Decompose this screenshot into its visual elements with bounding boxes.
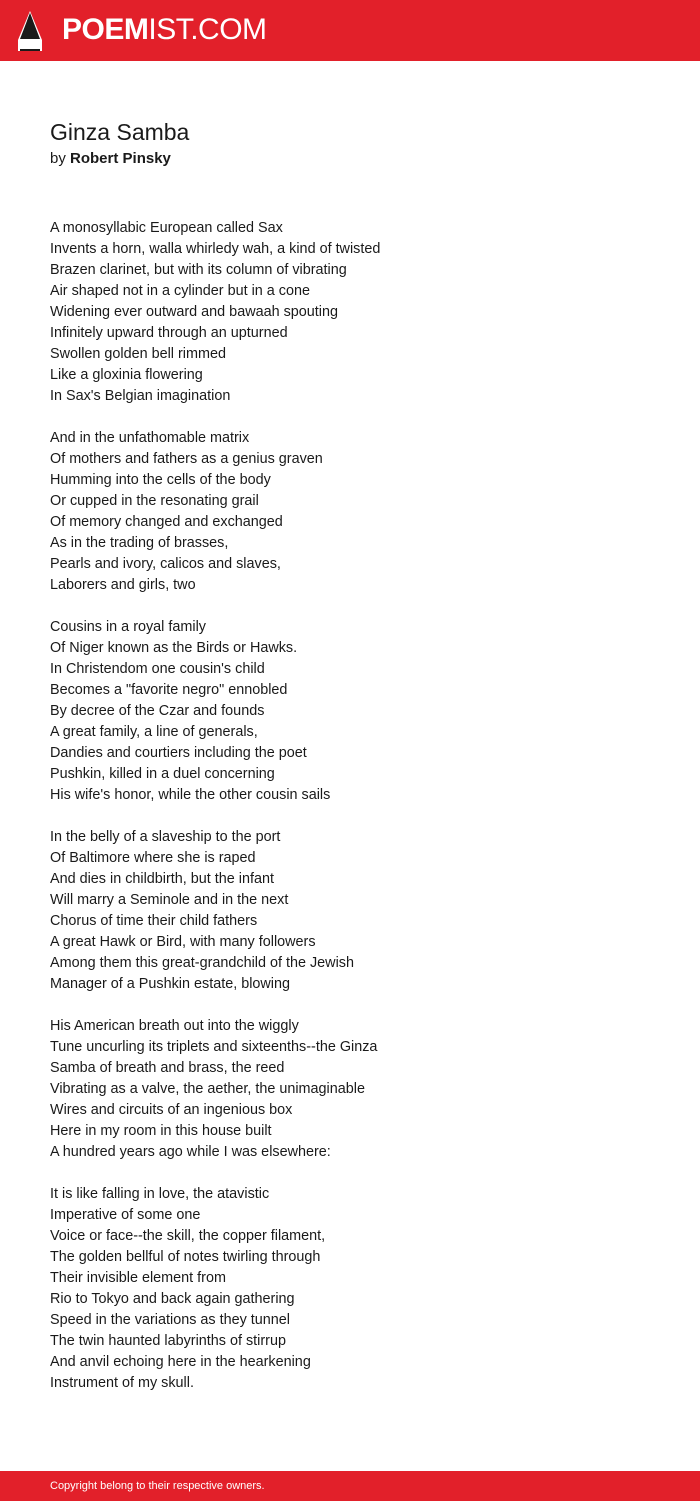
poem-byline [50,148,171,170]
poem-line: Will marry a Seminole and in the next [50,892,289,908]
poem-line: Rio to Tokyo and back again gathering [50,1291,295,1307]
stanza [50,428,650,596]
poem-line: Of mothers and fathers as a genius graven [50,451,323,467]
poem-line: And dies in childbirth, but the infant [50,871,274,887]
poem-line: In Christendom one cousin's child [50,661,265,677]
poem-line: Laborers and girls, two [50,577,196,593]
poem-line: Of memory changed and exchanged [50,514,283,530]
poem-line: Among them this great-grandchild of the Jewish [50,955,354,971]
poem-line: Like a gloxinia flowering [50,367,203,383]
stanza [50,1184,650,1394]
poem-line: As in the trading of brasses, [50,535,229,551]
poem-line: Dandies and courtiers including the poet [50,745,307,761]
poem-line: By decree of the Czar and founds [50,703,265,719]
stanza [50,1016,650,1163]
stanza [50,218,650,407]
poem-line: Imperative of some one [50,1207,201,1223]
poem-body [50,218,650,1415]
poem-line: The golden bellful of notes twirling through [50,1249,321,1265]
poem-line: Manager of a Pushkin estate, blowing [50,976,290,992]
poem-line: His wife's honor, while the other cousin sails [50,787,331,803]
poem-line: Chorus of time their child fathers [50,913,258,929]
poem-author: Robert Pinsky [70,150,171,167]
poem-line: Samba of breath and brass, the reed [50,1060,285,1076]
poem-line: Vibrating as a valve, the aether, the unimaginable [50,1081,365,1097]
poem-line: Widening ever outward and bawaah spouting [50,304,339,320]
poem-line: Cousins in a royal family [50,619,206,635]
pencil-tip-icon[interactable] [17,10,43,52]
poem-line: A monosyllabic European called Sax [50,220,283,236]
byline-prefix: by [50,150,66,167]
poem-line: It is like falling in love, the atavistic [50,1186,270,1202]
poem-line: Tune uncurling its triplets and sixteenths--the Ginza [50,1039,378,1055]
poem-line: Humming into the cells of the body [50,472,271,488]
poem-line: Infinitely upward through an upturned [50,325,288,341]
poem-line: Voice or face--the skill, the copper filament, [50,1228,326,1244]
poem-line: Of Baltimore where she is raped [50,850,256,866]
poem-line: Here in my room in this house built [50,1123,272,1139]
poem-line: Their invisible element from [50,1270,226,1286]
poem-line: In the belly of a slaveship to the port [50,829,281,845]
poem-line: Instrument of my skull. [50,1375,194,1391]
stanza [50,827,650,995]
poem-line: And anvil echoing here in the hearkening [50,1354,311,1370]
brand-bold-text: POEM [62,13,149,46]
poem-title: Ginza Samba [50,119,190,145]
poem-line: A great Hawk or Bird, with many followers [50,934,316,950]
copyright-notice: Copyright belong to their respective owners. [50,1480,265,1492]
poem-line: Air shaped not in a cylinder but in a cone [50,283,310,299]
poem-line: Or cupped in the resonating grail [50,493,259,509]
poem-line: Brazen clarinet, but with its column of vibrating [50,262,347,278]
poem-line: The twin haunted labyrinths of stirrup [50,1333,286,1349]
poem-line: Invents a horn, walla whirledy wah, a kind of twisted [50,241,381,257]
site-logo-link[interactable] [62,12,267,48]
stanza [50,617,650,806]
poem-line: Becomes a "favorite negro" ennobled [50,682,288,698]
poem-line: In Sax's Belgian imagination [50,388,231,404]
poem-line: Wires and circuits of an ingenious box [50,1102,293,1118]
poem-line: Of Niger known as the Birds or Hawks. [50,640,298,656]
poem-line: Pushkin, killed in a duel concerning [50,766,275,782]
site-footer [0,1471,700,1501]
poem-line: Swollen golden bell rimmed [50,346,226,362]
poem-line: Speed in the variations as they tunnel [50,1312,291,1328]
poem-line: A hundred years ago while I was elsewhere: [50,1144,331,1160]
brand-light-text: IST.COM [148,13,267,46]
poem-line: And in the unfathomable matrix [50,430,250,446]
poem-line: A great family, a line of generals, [50,724,258,740]
poem-line: His American breath out into the wiggly [50,1018,299,1034]
poem-line: Pearls and ivory, calicos and slaves, [50,556,281,572]
site-header [0,0,700,61]
